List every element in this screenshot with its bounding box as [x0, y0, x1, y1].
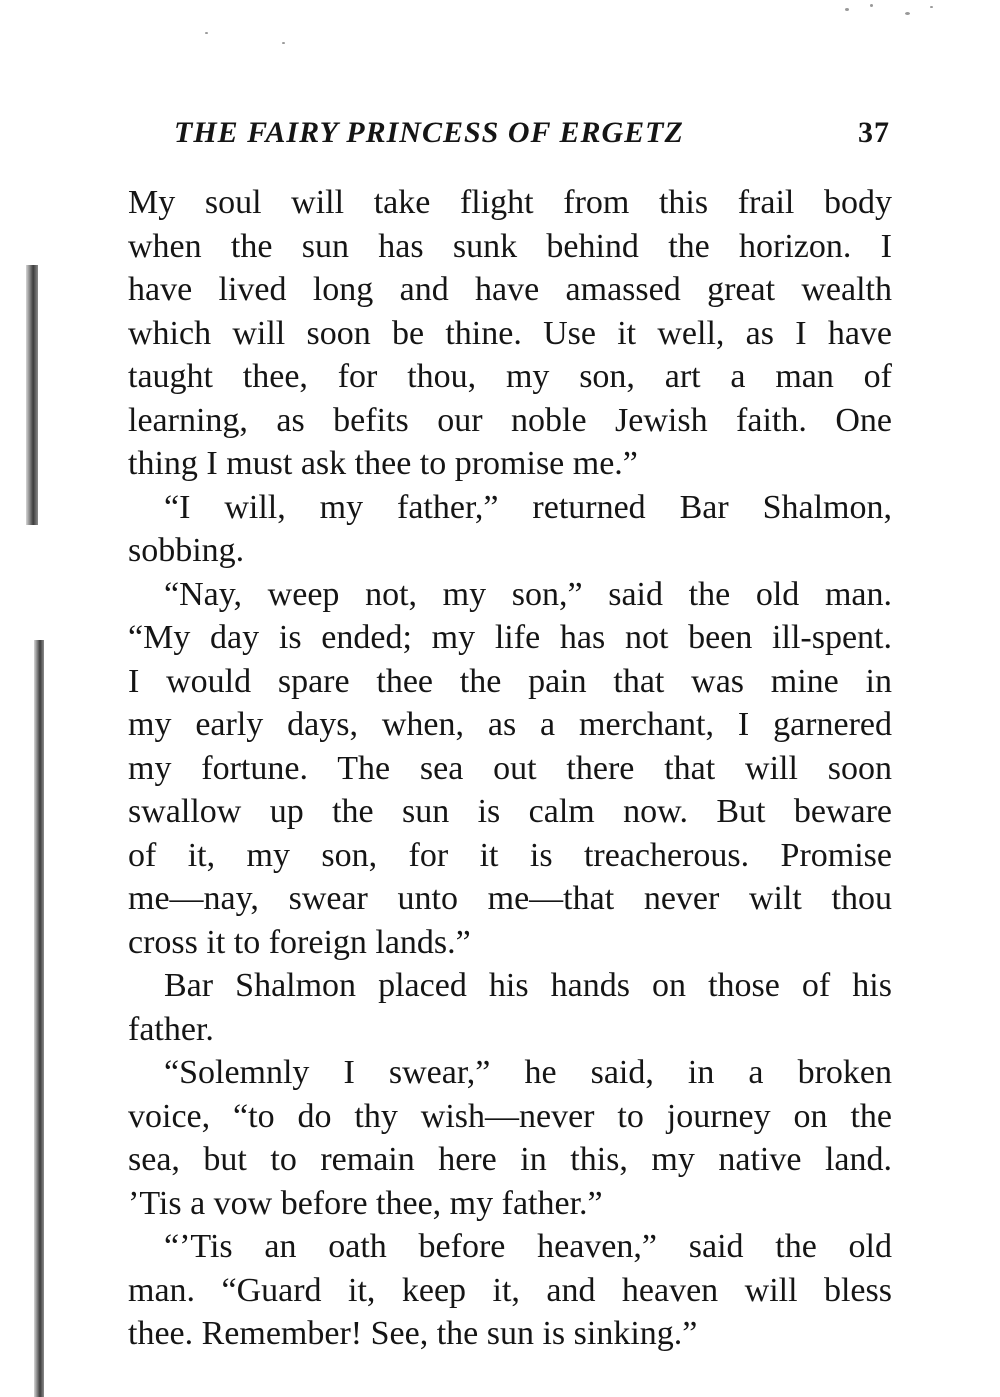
text-line: taught thee, for thou, my son, art a man of — [128, 358, 892, 395]
scan-speck — [205, 32, 208, 34]
text-line: when the sun has sunk behind the horizon. I — [128, 227, 892, 265]
text-line: swallow up the sun is calm now. But beware — [128, 793, 892, 830]
page-number: 37 — [858, 116, 890, 149]
text-line: cross it to foreign lands.” — [128, 923, 471, 961]
text-line: my early days, when, as a merchant, I garnered — [128, 706, 892, 743]
text-line: me—nay, swear unto me—that never wilt thou — [128, 880, 892, 917]
scan-speck — [282, 42, 285, 44]
text-line: I would spare thee the pain that was mine in — [128, 662, 892, 700]
text-line: ’Tis a vow before thee, my father.” — [128, 1184, 603, 1222]
text-line: have lived long and have amassed great wealth — [128, 271, 892, 308]
text-line: “’Tis an oath before heaven,” said the old — [164, 1228, 892, 1265]
scan-gutter-shadow — [26, 265, 38, 525]
scan-gutter-shadow — [34, 640, 44, 1397]
text-line: man. “Guard it, keep it, and heaven will bless — [128, 1271, 892, 1309]
text-line: “Nay, weep not, my son,” said the old man. — [164, 575, 892, 613]
scan-speck — [930, 6, 933, 8]
text-line: my fortune. The sea out there that will soon — [128, 749, 892, 787]
text-line: thing I must ask thee to promise me.” — [128, 445, 638, 482]
text-line: “Solemnly I swear,” he said, in a broken — [164, 1054, 892, 1091]
text-line: sea, but to remain here in this, my native land. — [128, 1141, 892, 1178]
text-line: “My day is ended; my life has not been ill-spent. — [128, 619, 892, 656]
text-line: father. — [128, 1010, 214, 1048]
text-line: “I will, my father,” returned Bar Shalmon, — [164, 488, 892, 526]
text-line: which will soon be thine. Use it well, as I have — [128, 314, 892, 352]
text-line: learning, as befits our noble Jewish faith. One — [128, 401, 892, 439]
text-line: thee. Remember! See, the sun is sinking.” — [128, 1315, 698, 1352]
scan-speck — [845, 8, 849, 11]
body-text — [128, 181, 892, 1356]
scan-speck — [905, 12, 910, 15]
text-line: Bar Shalmon placed his hands on those of his — [164, 967, 892, 1004]
running-head — [130, 116, 890, 156]
text-line: of it, my son, for it is treacherous. Promise — [128, 836, 892, 874]
running-title: THE FAIRY PRINCESS OF ERGETZ — [174, 116, 684, 149]
text-line: voice, “to do thy wish—never to journey on the — [128, 1097, 892, 1135]
text-line: My soul will take flight from this frail body — [128, 184, 892, 221]
scan-speck — [870, 4, 873, 7]
text-line: sobbing. — [128, 532, 245, 569]
